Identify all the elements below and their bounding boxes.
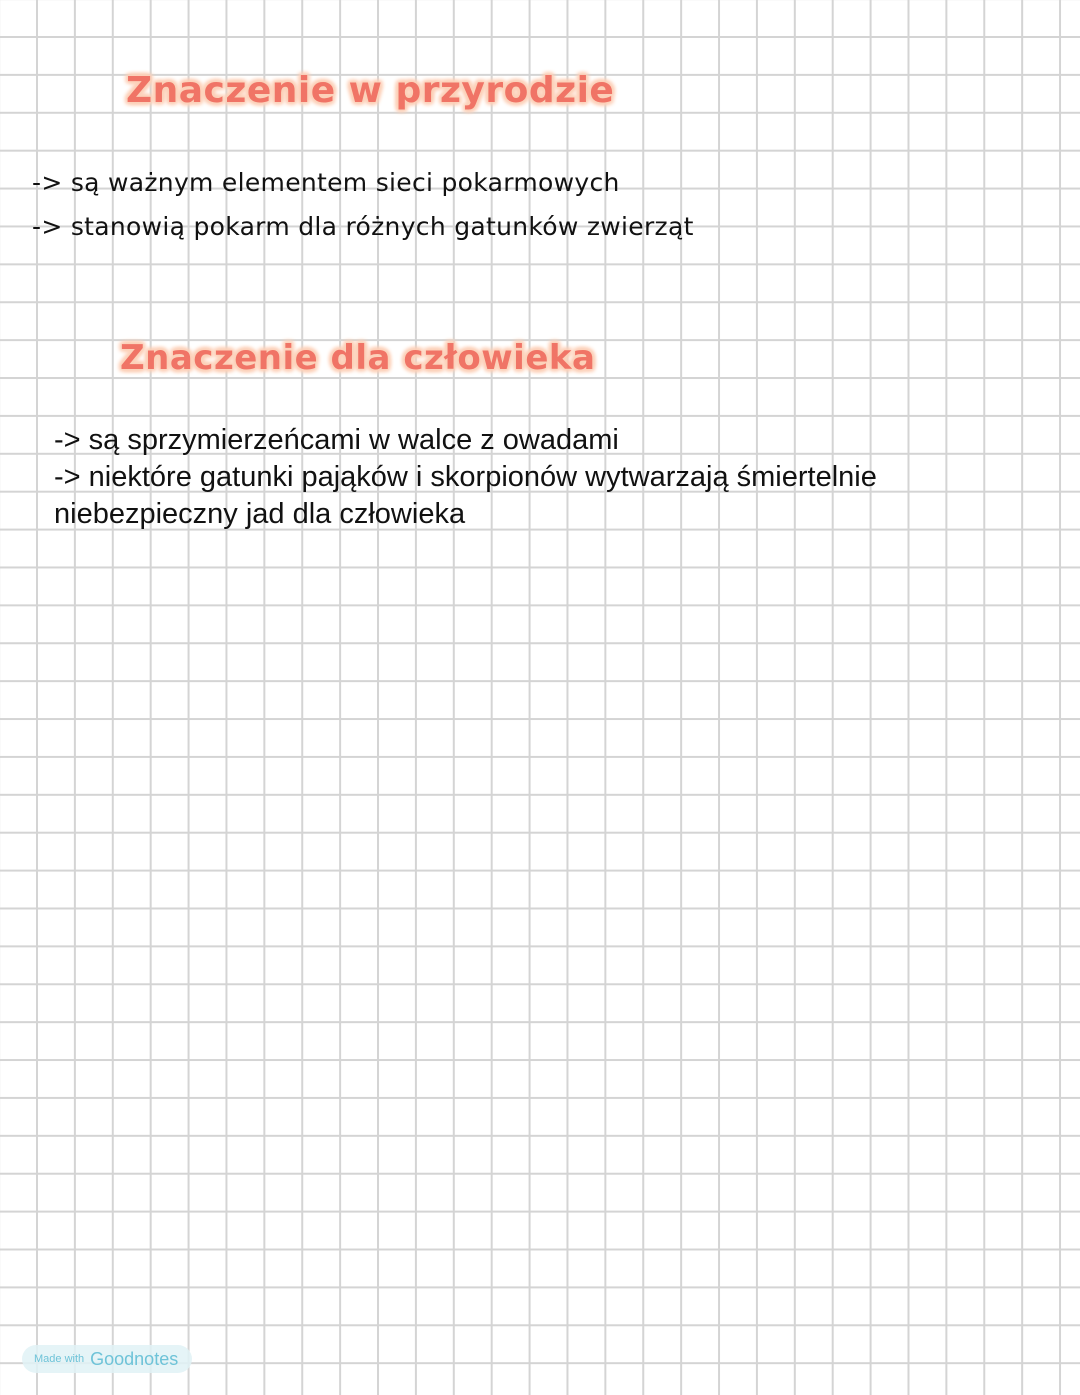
list-item-continuation: niebezpieczny jad dla człowieka [54,498,466,530]
list-item: -> są ważnym elementem sieci pokarmowych [32,168,620,197]
heading-human: Znaczenie dla człowieka [120,338,596,378]
made-with-label: Made with [34,1353,85,1365]
list-item: -> są sprzymierzeńcami w walce z owadami [54,424,619,456]
goodnotes-brand: Goodnotes [90,1348,179,1369]
list-item: -> stanowią pokarm dla różnych gatunków zwierząt [32,212,694,241]
heading-nature: Znaczenie w przyrodzie [126,70,615,111]
made-with-goodnotes-badge [22,1345,192,1373]
list-item: -> niektóre gatunki pająków i skorpionów wytwarzają śmiertelnie [54,461,877,493]
